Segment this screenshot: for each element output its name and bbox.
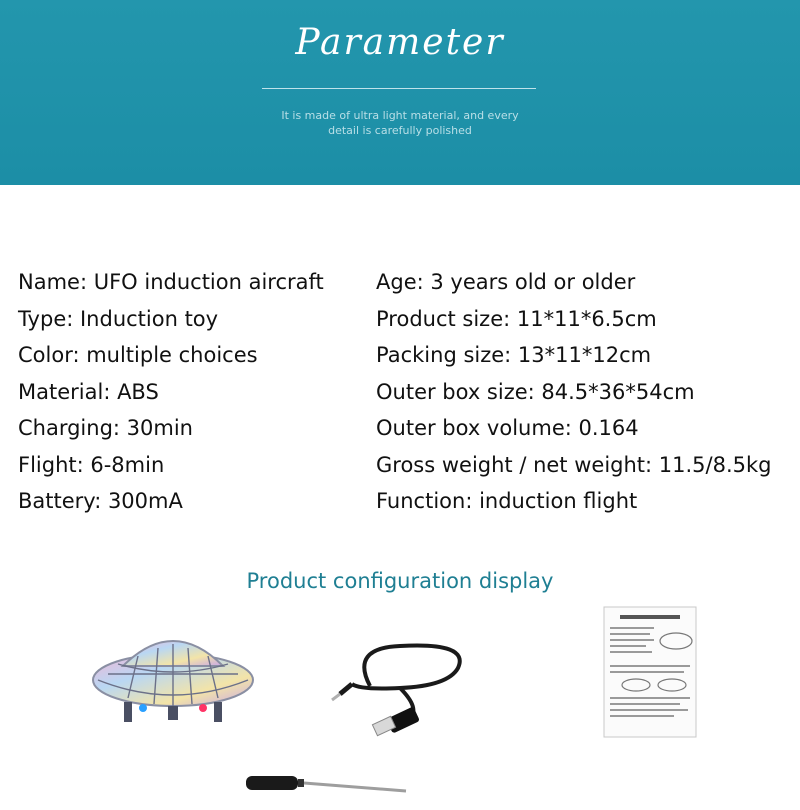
spec-battery: Battery: 300mA (18, 489, 183, 513)
config-section-title: Product configuration display (246, 569, 554, 593)
spec-function: Function: induction flight (376, 489, 638, 513)
spec-weight: Gross weight / net weight: 11.5/8.5kg (376, 452, 772, 477)
spec-material: Material: ABS (18, 379, 159, 404)
usb-charging-cable-image (330, 628, 495, 740)
title-divider (262, 88, 536, 89)
subtitle-line-2: detail is carefully polished (328, 124, 472, 137)
instruction-manual-image (600, 605, 700, 740)
spec-outer-box-size: Outer box size: 84.5*36*54cm (376, 379, 695, 404)
spec-name: Name: UFO induction aircraft (18, 270, 324, 294)
screwdriver-image (244, 768, 410, 798)
spec-product-size: Product size: 11*11*6.5cm (376, 306, 657, 331)
header-banner (0, 0, 800, 185)
spec-charging: Charging: 30min (18, 416, 193, 440)
subtitle-line-1: It is made of ultra light material, and every (281, 109, 519, 122)
spec-type: Type: Induction toy (18, 306, 219, 331)
spec-packing-size: Packing size: 13*11*12cm (376, 343, 652, 367)
header-subtitle (240, 108, 560, 138)
spec-flight: Flight: 6-8min (18, 452, 165, 477)
spec-color: Color: multiple choices (18, 343, 258, 367)
spec-list-right (376, 264, 796, 520)
spec-outer-box-volume: Outer box volume: 0.164 (376, 416, 639, 440)
ufo-aircraft-image (88, 618, 258, 733)
page-title: Parameter (295, 22, 505, 63)
spec-age: Age: 3 years old or older (376, 270, 636, 294)
spec-list-left (18, 264, 363, 520)
